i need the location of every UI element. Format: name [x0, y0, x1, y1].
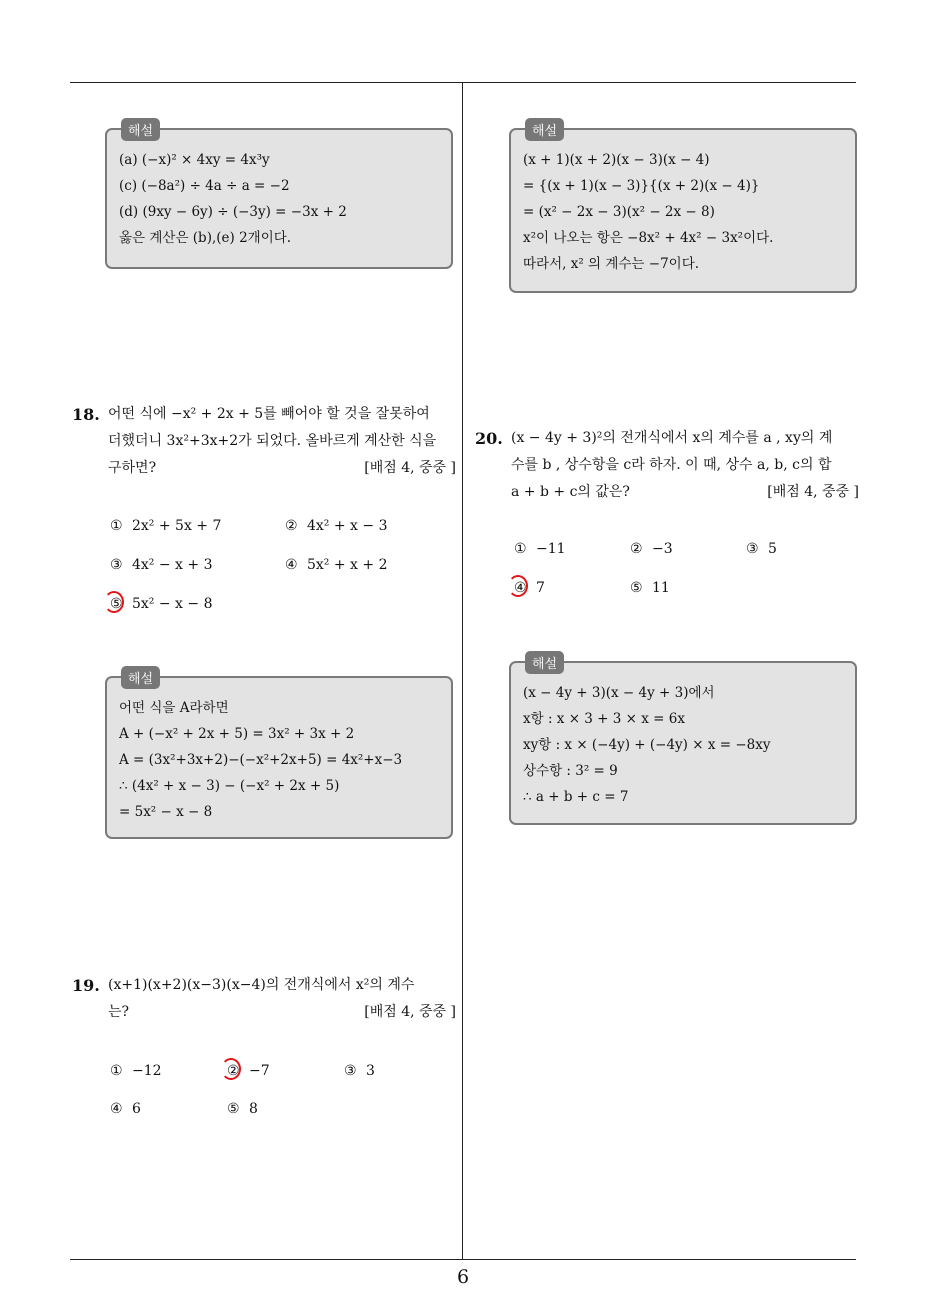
- choice-19-5[interactable]: [227, 1099, 258, 1119]
- choice-19-1[interactable]: [110, 1061, 162, 1081]
- solution-line: 따라서, x² 의 계수는 −7이다.: [523, 256, 700, 272]
- choice-number: ①: [110, 1063, 123, 1079]
- choice-number: ④: [285, 557, 298, 573]
- question-text: 구하면?: [108, 460, 157, 476]
- column-divider: [462, 82, 463, 1259]
- choice-number: ①: [110, 518, 123, 534]
- solution-tag: 해설: [121, 666, 160, 689]
- question-18: [72, 401, 456, 482]
- question-number: 19.: [72, 976, 100, 995]
- bottom-rule: [70, 1259, 856, 1260]
- question-19: [72, 972, 456, 1026]
- solution-line: x항 : x × 3 + 3 × x = 6x: [523, 711, 685, 727]
- solution-tag: 해설: [525, 118, 564, 141]
- choice-18-3[interactable]: [110, 555, 212, 575]
- choice-19-4[interactable]: [110, 1099, 141, 1119]
- question-text: a + b + c의 값은?: [511, 484, 630, 500]
- solution-line: (d) (9xy − 6y) ÷ (−3y) = −3x + 2: [119, 204, 347, 220]
- solution-line: (a) (−x)² × 4xy = 4x³y: [119, 152, 270, 168]
- choice-text: 11: [652, 580, 670, 596]
- solution-box-19: [509, 124, 857, 293]
- choice-text: 6: [132, 1101, 141, 1117]
- choice-text: 5x² − x − 8: [132, 596, 213, 612]
- choice-18-4[interactable]: [285, 555, 387, 575]
- choice-number: ④: [110, 1101, 123, 1117]
- solution-box-18: [105, 672, 453, 839]
- choice-20-5[interactable]: [630, 578, 670, 598]
- solution-line: (c) (−8a²) ÷ 4a ÷ a = −2: [119, 178, 290, 194]
- choice-number: ③: [344, 1063, 357, 1079]
- choice-number: ⑤: [630, 580, 643, 596]
- solution-box-20: [509, 657, 857, 825]
- solution-line: A = (3x²+3x+2)−(−x²+2x+5) = 4x²+x−3: [119, 752, 403, 768]
- question-20: [475, 425, 859, 506]
- points-label: [배점 4, 중중 ]: [767, 484, 859, 500]
- solution-tag: 해설: [525, 651, 564, 674]
- answer-circle-mark: [508, 575, 528, 597]
- question-number: 20.: [475, 429, 503, 448]
- choice-number: ①: [514, 541, 527, 557]
- choice-text: 7: [536, 580, 545, 596]
- choice-text: −12: [132, 1063, 162, 1079]
- solution-line: (x + 1)(x + 2)(x − 3)(x − 4): [523, 152, 710, 168]
- solution-line: x²이 나오는 항은 −8x² + 4x² − 3x²이다.: [523, 230, 774, 246]
- solution-box-17: [105, 124, 453, 269]
- choice-text: 5: [768, 541, 777, 557]
- choice-20-4[interactable]: [514, 578, 545, 598]
- top-rule: [70, 82, 856, 83]
- points-label: [배점 4, 중중 ]: [364, 460, 456, 476]
- solution-line: ∴ (4x² + x − 3) − (−x² + 2x + 5): [119, 778, 340, 794]
- choice-18-2[interactable]: [285, 516, 387, 536]
- page-number: 6: [456, 1266, 470, 1288]
- choice-18-1[interactable]: [110, 516, 221, 536]
- choice-19-3[interactable]: [344, 1061, 375, 1081]
- solution-line: = (x² − 2x − 3)(x² − 2x − 8): [523, 204, 715, 220]
- choice-number: ②: [285, 518, 298, 534]
- choice-number: ⑤: [110, 596, 123, 612]
- solution-line: 어떤 식을 A라하면: [119, 700, 229, 716]
- choice-20-2[interactable]: [630, 539, 673, 559]
- question-text: 어떤 식에 −x² + 2x + 5를 빼어야 할 것을 잘못하여: [108, 406, 430, 422]
- solution-line: = {(x + 1)(x − 3)}{(x + 2)(x − 4)}: [523, 178, 760, 194]
- solution-line: 상수항 : 3² = 9: [523, 763, 618, 779]
- question-text: 더했더니 3x²+3x+2가 되었다. 올바르게 계산한 식을: [108, 433, 437, 449]
- points-label: [배점 4, 중중 ]: [364, 1004, 456, 1020]
- choice-19-2[interactable]: [227, 1061, 270, 1081]
- question-text: 수를 b , 상수항을 c라 하자. 이 때, 상수 a, b, c의 합: [511, 457, 832, 473]
- solution-line: (x − 4y + 3)(x − 4y + 3)에서: [523, 685, 715, 701]
- choice-text: −11: [536, 541, 566, 557]
- choice-number: ②: [227, 1063, 240, 1079]
- choice-text: 2x² + 5x + 7: [132, 518, 222, 534]
- solution-line: 옳은 계산은 (b),(e) 2개이다.: [119, 230, 292, 246]
- solution-line: = 5x² − x − 8: [119, 804, 213, 820]
- question-text: (x − 4y + 3)²의 전개식에서 x의 계수를 a , xy의 계: [511, 430, 833, 446]
- question-text: (x+1)(x+2)(x−3)(x−4)의 전개식에서 x²의 계수: [108, 977, 415, 993]
- solution-line: xy항 : x × (−4y) + (−4y) × x = −8xy: [523, 737, 771, 753]
- choice-number: ③: [110, 557, 123, 573]
- choice-text: 5x² + x + 2: [307, 557, 388, 573]
- question-number: 18.: [72, 405, 100, 424]
- choice-number: ④: [514, 580, 527, 596]
- choice-20-3[interactable]: [746, 539, 777, 559]
- choice-text: 4x² − x + 3: [132, 557, 213, 573]
- choice-text: 8: [249, 1101, 258, 1117]
- solution-line: ∴ a + b + c = 7: [523, 789, 629, 805]
- choice-number: ②: [630, 541, 643, 557]
- solution-tag: 해설: [121, 118, 160, 141]
- choice-18-5[interactable]: [110, 594, 212, 614]
- answer-circle-mark: [104, 591, 124, 613]
- choice-text: −3: [652, 541, 673, 557]
- solution-line: A + (−x² + 2x + 5) = 3x² + 3x + 2: [119, 726, 355, 742]
- choice-20-1[interactable]: [514, 539, 566, 559]
- answer-circle-mark: [221, 1058, 241, 1080]
- question-text: 는?: [108, 1004, 130, 1020]
- choice-text: −7: [249, 1063, 270, 1079]
- choice-number: ③: [746, 541, 759, 557]
- choice-text: 4x² + x − 3: [307, 518, 388, 534]
- choice-number: ⑤: [227, 1101, 240, 1117]
- choice-text: 3: [366, 1063, 375, 1079]
